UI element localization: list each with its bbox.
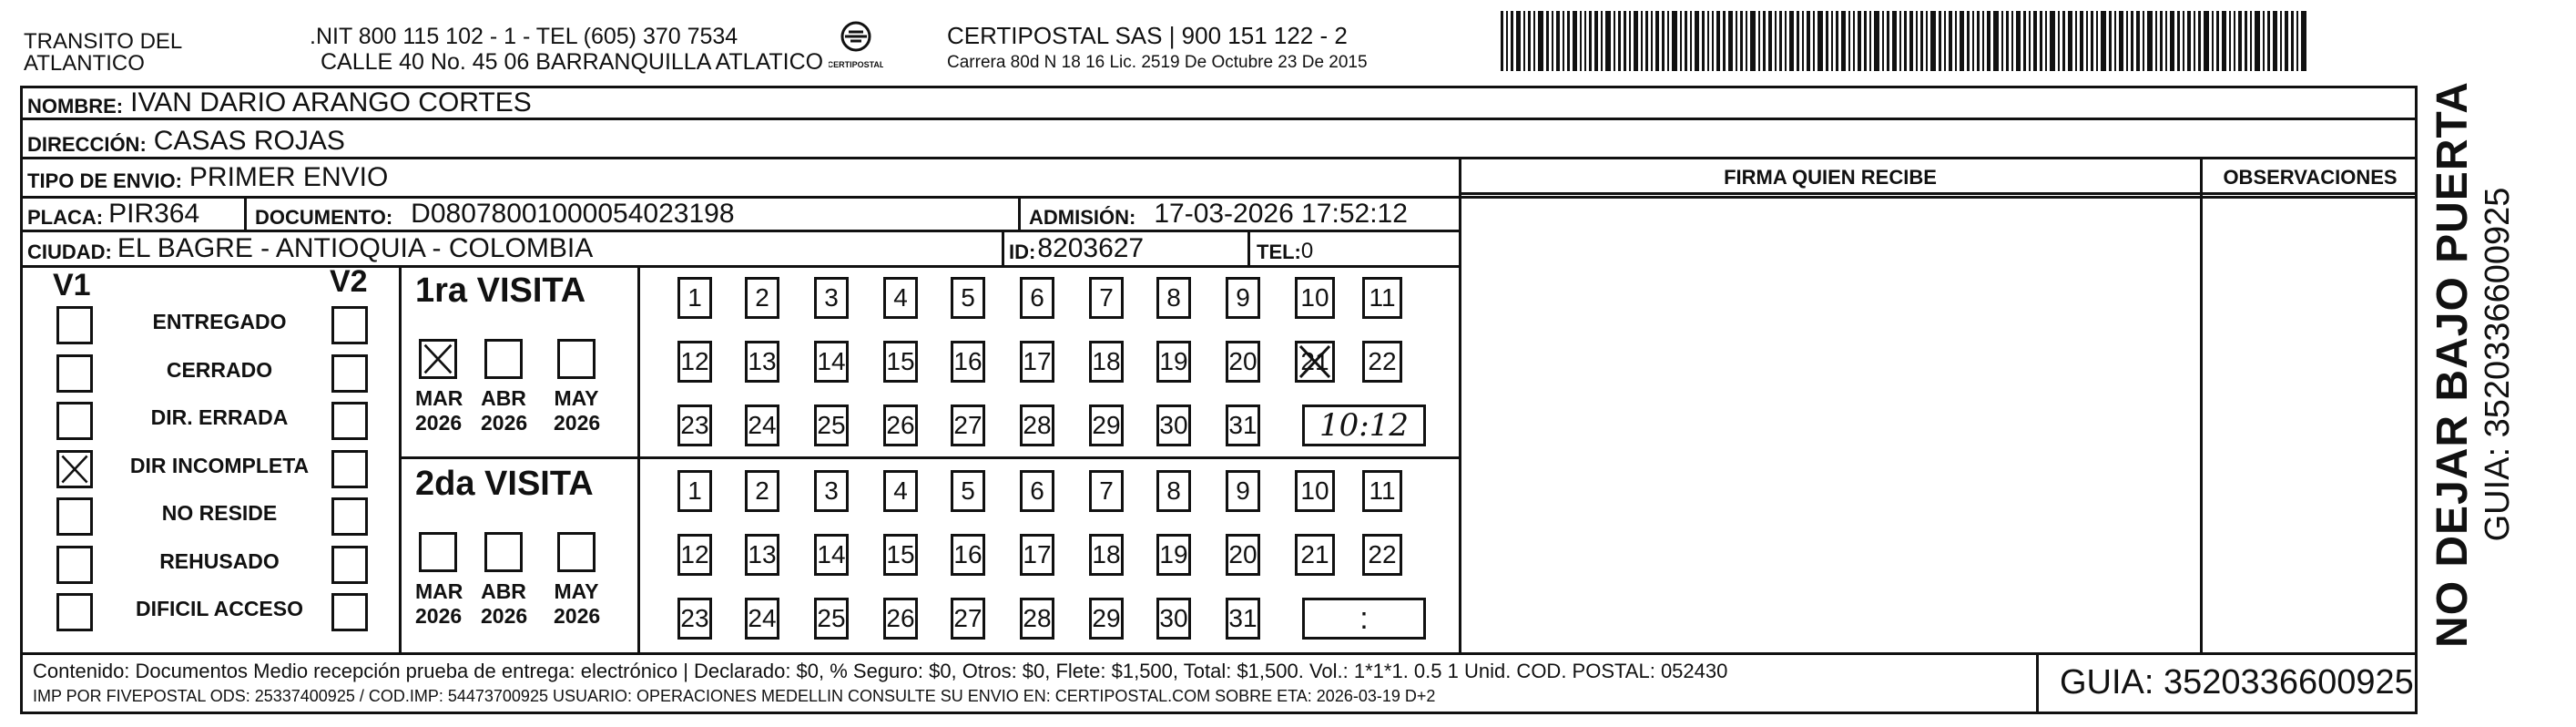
month-label: MAR 2026: [415, 386, 463, 435]
day-cell[interactable]: 29: [1089, 598, 1124, 640]
day-cell[interactable]: 27: [951, 404, 985, 446]
day-cell[interactable]: 19: [1156, 341, 1191, 383]
reason-label: ENTREGADO: [152, 310, 287, 333]
tipo-envio-value: PRIMER ENVIO: [188, 162, 389, 192]
visit1-title: 1ra VISITA: [415, 271, 586, 310]
v1-checkbox[interactable]: [56, 497, 93, 536]
day-cell[interactable]: 18: [1089, 534, 1124, 576]
nombre-row: [27, 87, 532, 118]
nit-line: .NIT 800 115 102 - 1 - TEL (605) 370 7534: [310, 24, 738, 49]
day-cell[interactable]: 9: [1226, 277, 1260, 319]
v1-checkbox[interactable]: [56, 450, 93, 488]
time-box[interactable]: :: [1302, 598, 1426, 640]
courier-line: CERTIPOSTAL SAS | 900 151 122 - 2: [947, 22, 1348, 49]
reason-label: CERRADO: [166, 358, 273, 382]
documento-value: D08078001000054023198: [411, 199, 735, 229]
placa-value: PIR364: [108, 199, 200, 229]
signature-area[interactable]: [1462, 195, 2198, 650]
day-cell[interactable]: 13: [745, 534, 779, 576]
day-cell[interactable]: 28: [1020, 598, 1054, 640]
day-cell[interactable]: 16: [951, 534, 985, 576]
day-cell[interactable]: 10: [1295, 277, 1335, 319]
footer-contents: Contenido: Documentos Medio recepción prueba de entrega: electrónico | Declarado: $0, % Seguro: $0, Otros: $0, Flete: $1,500, Total: $1,500. Vol.: 1*1*1. 0.5 1 Unid. COD. POSTAL: 052430: [33, 660, 1728, 682]
v2-checkbox[interactable]: [331, 497, 368, 536]
nombre-value: IVAN DARIO ARANGO CORTES: [130, 87, 532, 118]
day-cell[interactable]: 26: [883, 598, 918, 640]
day-cell[interactable]: 30: [1156, 404, 1191, 446]
day-cell[interactable]: 23: [677, 598, 712, 640]
day-cell[interactable]: 17: [1020, 534, 1054, 576]
documento-field: [255, 197, 735, 230]
v2-checkbox[interactable]: [331, 306, 368, 344]
day-cell[interactable]: 30: [1156, 598, 1191, 640]
tel-label: TEL:: [1257, 241, 1301, 263]
day-cell[interactable]: 29: [1089, 404, 1124, 446]
day-cell[interactable]: 6: [1020, 470, 1054, 512]
day-cell[interactable]: 20: [1226, 534, 1260, 576]
month-label: ABR 2026: [481, 579, 528, 628]
day-cell[interactable]: 5: [951, 277, 985, 319]
day-cell[interactable]: 14: [814, 341, 849, 383]
v1-checkbox[interactable]: [56, 546, 93, 584]
day-cell[interactable]: 22: [1362, 534, 1402, 576]
day-cell[interactable]: 25: [814, 598, 849, 640]
day-number: 21: [1300, 347, 1329, 375]
v1-checkbox[interactable]: [56, 306, 93, 344]
day-cell[interactable]: 12: [677, 341, 712, 383]
day-cell[interactable]: 12: [677, 534, 712, 576]
day-cell[interactable]: 24: [745, 598, 779, 640]
reason-label: DIFICIL ACCESO: [135, 597, 303, 620]
day-cell[interactable]: 24: [745, 404, 779, 446]
tipo-envio-row: [27, 160, 388, 193]
ciudad-label: CIUDAD:: [27, 241, 112, 263]
placa-label: PLACA:: [27, 206, 104, 229]
day-cell[interactable]: 1: [677, 470, 712, 512]
month-label: ABR 2026: [481, 386, 528, 435]
day-cell[interactable]: 19: [1156, 534, 1191, 576]
observaciones-label: OBSERVACIONES: [2223, 166, 2398, 189]
day-cell[interactable]: 7: [1089, 277, 1124, 319]
x-mark-icon: [59, 453, 90, 486]
day-cell[interactable]: 6: [1020, 277, 1054, 319]
ciudad-field: [27, 231, 593, 264]
logo-emblem-icon: [829, 20, 883, 73]
x-mark-icon: [422, 342, 454, 376]
day-cell[interactable]: 8: [1156, 277, 1191, 319]
day-cell[interactable]: 2: [745, 277, 779, 319]
reason-label: REHUSADO: [159, 549, 280, 573]
sender-address: CALLE 40 No. 45 06 BARRANQUILLA ATLATICO: [321, 49, 824, 75]
day-cell[interactable]: 4: [883, 277, 918, 319]
month-checkbox[interactable]: [557, 532, 596, 572]
id-label: ID:: [1009, 241, 1036, 263]
reason-label: NO RESIDE: [161, 501, 278, 525]
reason-label: DIR. ERRADA: [150, 405, 289, 429]
sender-org: [24, 31, 182, 75]
v2-checkbox[interactable]: [331, 354, 368, 393]
day-cell[interactable]: 9: [1226, 470, 1260, 512]
day-cell[interactable]: 8: [1156, 470, 1191, 512]
side-label: [2429, 73, 2539, 656]
day-cell[interactable]: 10: [1295, 470, 1335, 512]
time-box[interactable]: 10:12: [1302, 404, 1426, 446]
day-cell[interactable]: 4: [883, 470, 918, 512]
day-cell[interactable]: 31: [1226, 404, 1260, 446]
certipostal-logo: [829, 20, 883, 73]
tel-field: [1257, 231, 1313, 264]
tel-value: 0: [1300, 239, 1314, 263]
license-line: Carrera 80d N 18 16 Lic. 2519 De Octubre 23 De 2015: [947, 53, 1368, 72]
v1-checkbox[interactable]: [56, 593, 93, 631]
day-cell[interactable]: 20: [1226, 341, 1260, 383]
day-cell[interactable]: 5: [951, 470, 985, 512]
day-cell[interactable]: 3: [814, 470, 849, 512]
month-checkbox[interactable]: [484, 532, 523, 572]
day-cell[interactable]: 11: [1362, 277, 1402, 319]
day-cell[interactable]: 11: [1362, 470, 1402, 512]
barcode: [1501, 11, 2338, 71]
id-field: [1009, 231, 1144, 264]
day-cell[interactable]: 1: [677, 277, 712, 319]
direccion-label: DIRECCIÓN:: [27, 133, 147, 156]
day-cell[interactable]: 14: [814, 534, 849, 576]
day-cell[interactable]: 7: [1089, 470, 1124, 512]
month-label: MAR 2026: [415, 579, 463, 628]
month-checkbox[interactable]: [484, 339, 523, 379]
day-cell[interactable]: 23: [677, 404, 712, 446]
day-cell[interactable]: 31: [1226, 598, 1260, 640]
nombre-label: NOMBRE:: [27, 95, 124, 118]
documento-label: DOCUMENTO:: [255, 206, 393, 229]
logo-text: CERTIPOSTAL: [829, 60, 883, 69]
admision-label: ADMISIÓN:: [1029, 206, 1136, 229]
admision-field: [1029, 197, 1408, 230]
v2-checkbox[interactable]: [331, 450, 368, 488]
sender-org-line1: TRANSITO DEL: [24, 29, 183, 54]
day-cell[interactable]: 21: [1295, 534, 1335, 576]
day-cell[interactable]: 17: [1020, 341, 1054, 383]
day-cell[interactable]: 2: [745, 470, 779, 512]
day-cell[interactable]: 22: [1362, 341, 1402, 383]
day-cell[interactable]: 18: [1089, 341, 1124, 383]
month-label: MAY 2026: [554, 579, 601, 628]
sender-org-line2: ATLANTICO: [24, 51, 145, 76]
footer-tracking: IMP POR FIVEPOSTAL ODS: 25337400925 / COD.IMP: 54473700925 USUARIO: OPERACIONES MEDELLIN CONSULTE SU ENVIO EN: CERTIPOSTAL.COM SOBRE ETA: 2026-03-19 D+2: [33, 687, 1436, 705]
day-cell[interactable]: 13: [745, 341, 779, 383]
day-cell[interactable]: 27: [951, 598, 985, 640]
day-cell[interactable]: [1295, 341, 1335, 383]
v1-checkbox[interactable]: [56, 354, 93, 393]
tipo-envio-label: TIPO DE ENVIO:: [27, 169, 182, 192]
firma-label: FIRMA QUIEN RECIBE: [1724, 166, 1937, 189]
month-checkbox[interactable]: [419, 532, 457, 572]
v2-checkbox[interactable]: [331, 546, 368, 584]
observaciones-area[interactable]: [2204, 195, 2417, 650]
id-value: 8203627: [1037, 233, 1145, 263]
side-guia: GUIA: 3520336600925: [2479, 187, 2517, 542]
v2-checkbox[interactable]: [331, 402, 368, 440]
placa-field: [27, 197, 199, 230]
side-title: NO DEJAR BAJO PUERTA: [2428, 81, 2477, 648]
v1-label: V1: [53, 268, 91, 302]
day-cell[interactable]: 15: [883, 341, 918, 383]
direccion-value: CASAS ROJAS: [153, 126, 345, 156]
month-checkbox[interactable]: [419, 339, 457, 379]
footer-guia: GUIA: 3520336600925: [2060, 663, 2414, 701]
day-cell[interactable]: 28: [1020, 404, 1054, 446]
v2-label: V2: [330, 264, 368, 299]
day-cell[interactable]: 26: [883, 404, 918, 446]
visit2-title: 2da VISITA: [415, 465, 594, 503]
day-cell[interactable]: 16: [951, 341, 985, 383]
day-cell[interactable]: 25: [814, 404, 849, 446]
day-cell[interactable]: 15: [883, 534, 918, 576]
v2-checkbox[interactable]: [331, 593, 368, 631]
ciudad-value: EL BAGRE - ANTIOQUIA - COLOMBIA: [117, 233, 594, 263]
direccion-row: [27, 124, 345, 157]
v1-checkbox[interactable]: [56, 402, 93, 440]
admision-value: 17-03-2026 17:52:12: [1154, 199, 1408, 229]
month-label: MAY 2026: [554, 386, 601, 435]
day-cell[interactable]: 3: [814, 277, 849, 319]
month-checkbox[interactable]: [557, 339, 596, 379]
reason-label: DIR INCOMPLETA: [129, 454, 310, 477]
